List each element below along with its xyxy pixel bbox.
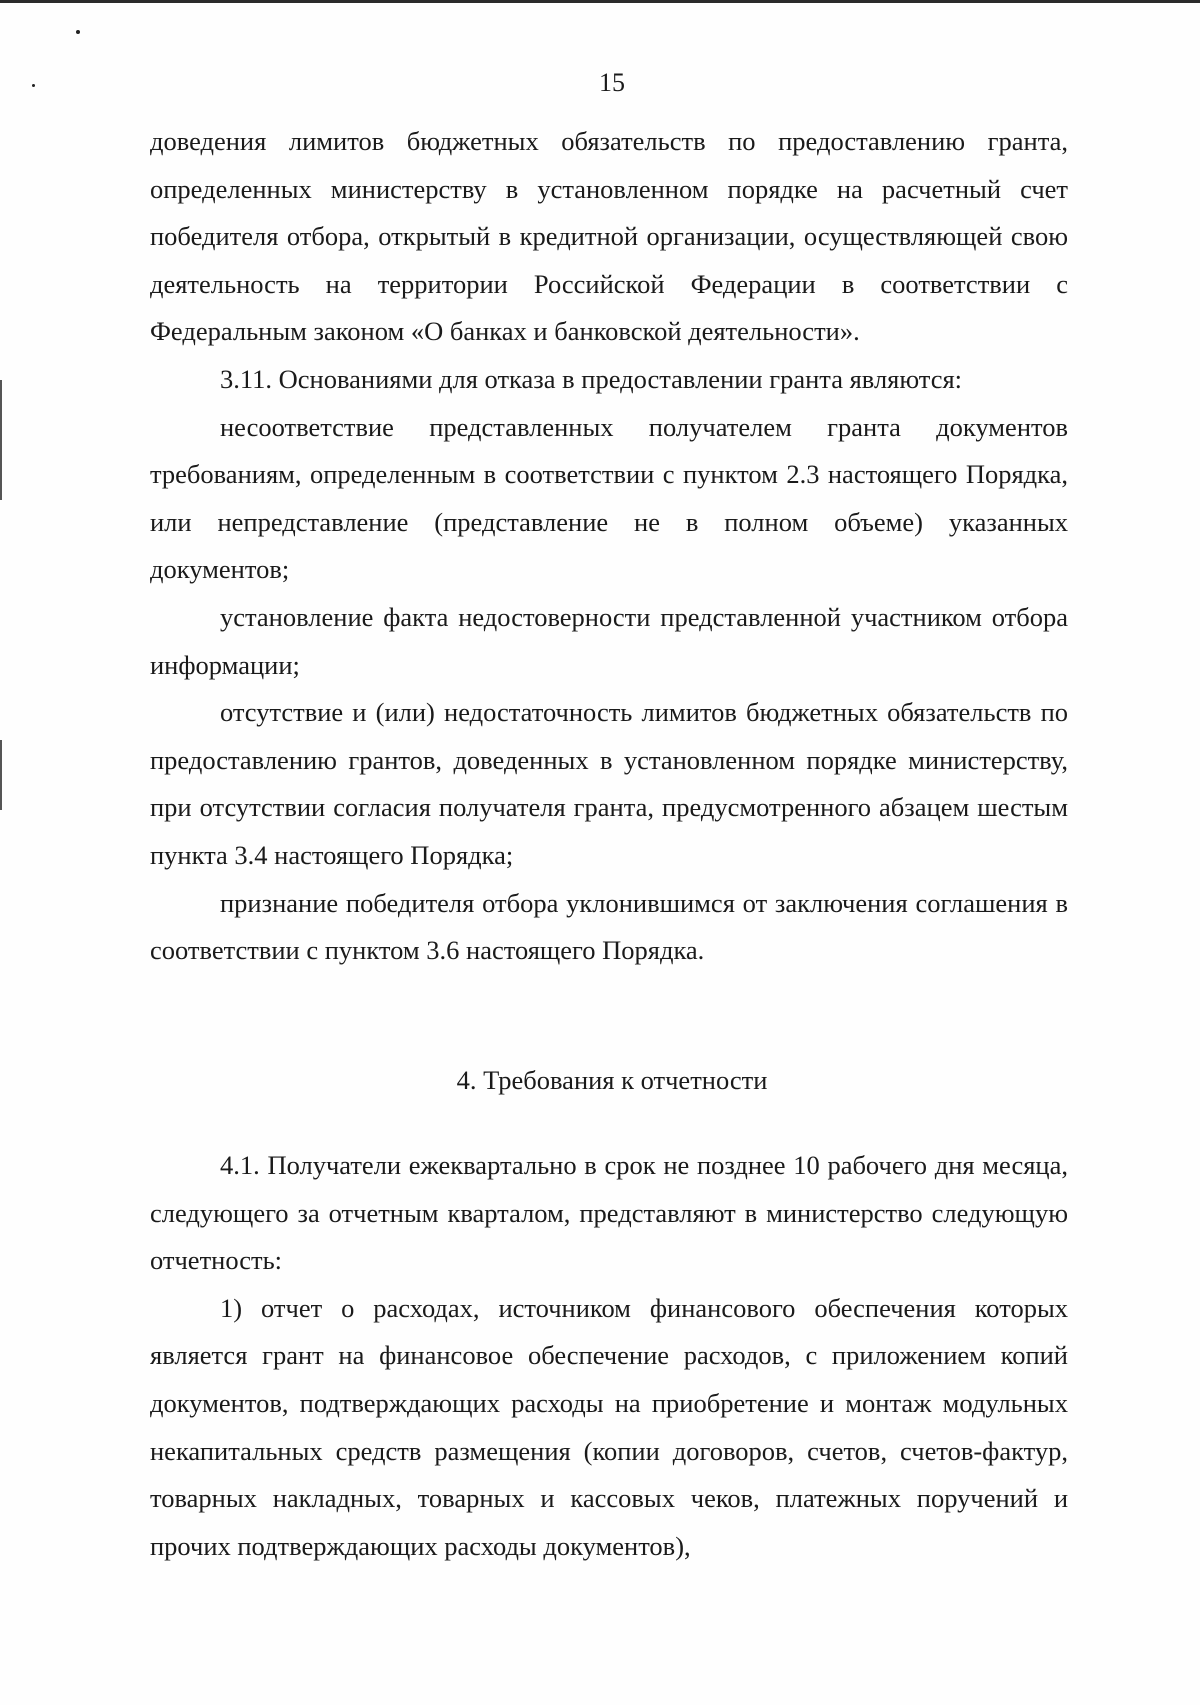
paragraph: 4.1. Получатели ежеквартально в срок не позднее 10 рабочего дня месяца, следующего за отчетным кварталом, представляют в министерство следующую отчетность:	[150, 1150, 1068, 1276]
paragraph: отсутствие и (или) недостаточность лимитов бюджетных обязательств по предоставлению грантов, доведенных в установленном порядке министерству, при отсутствии согласия получателя гранта, предусмотренного абзацем шестым пункта 3.4 настоящего Порядка;	[150, 697, 1068, 870]
page-number: 15	[599, 68, 625, 97]
scan-speck	[76, 30, 80, 34]
paragraph: признание победителя отбора уклонившимся от заключения соглашения в соответствии с пунктом 3.6 настоящего Порядка.	[150, 887, 1068, 966]
section-3-text	[150, 118, 1068, 975]
paragraph: несоответствие представленных получателем гранта документов требованиям, определенным в соответствии с пунктом 2.3 настоящего Порядка, или непредставление (представление не в полном объеме) указанных документов;	[150, 411, 1068, 585]
section-4-text	[150, 1142, 1068, 1570]
scan-edge-mark	[0, 380, 2, 500]
paragraph: установление факта недостоверности представленной участником отбора информации;	[150, 601, 1068, 680]
scan-edge-mark	[0, 740, 2, 810]
paragraph: 3.11. Основаниями для отказа в предоставлении гранта являются:	[220, 363, 963, 394]
paragraph: доведения лимитов бюджетных обязательств по предоставлению гранта, определенных министерству в установленном порядке на расчетный счет победителя отбора, открытый в кредитной организации, осуществляющей свою деятельность на территории Российской Федерации в соответствии с Федеральным законом «О банках и банковской деятельности».	[150, 126, 1068, 347]
scan-border-top	[0, 0, 1200, 3]
paragraph: 1) отчет о расходах, источником финансового обеспечения которых является грант на финансовое обеспечение расходов, с приложением копий документов, подтверждающих расходы на приобретение и монтаж модульных некапитальных средств размещения (копии договоров, счетов, счетов-фактур, товарных накладных, товарных и кассовых чеков, платежных поручений и прочих подтверждающих расходы документов),	[150, 1292, 1068, 1561]
section-heading: 4. Требования к отчетности	[456, 1065, 768, 1095]
